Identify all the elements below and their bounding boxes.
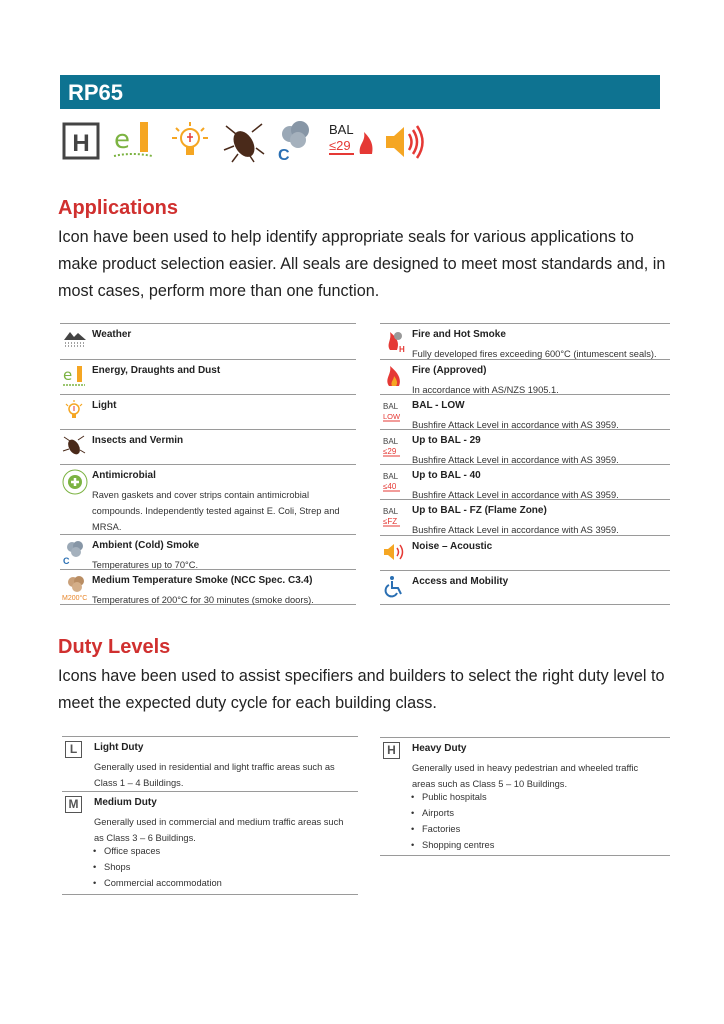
noise-icon — [382, 120, 424, 166]
svg-text:H: H — [72, 130, 90, 157]
application-row-medium-smoke — [60, 569, 356, 605]
application-title: Ambient (Cold) Smoke — [92, 540, 200, 551]
weather-icon — [62, 328, 86, 352]
svg-text:≤29: ≤29 — [383, 447, 397, 456]
application-row-ambient-smoke — [60, 534, 356, 569]
ambient-smoke-icon — [276, 120, 318, 166]
application-desc: Bushfire Attack Level in accordance with AS 3959. — [412, 420, 619, 430]
application-desc: Temperatures of 200°C for 30 minutes (smoke doors). — [92, 595, 314, 605]
application-row-insects — [60, 429, 356, 464]
application-title: Light — [92, 400, 117, 411]
svg-text:BAL: BAL — [383, 437, 399, 446]
svg-text:C: C — [63, 556, 70, 565]
application-desc: Bushfire Attack Level in accordance with AS 3959. — [412, 525, 619, 535]
duty-row-heavy — [380, 737, 670, 856]
application-title: BAL - LOW — [412, 400, 465, 411]
svg-text:≤40: ≤40 — [383, 482, 397, 491]
duty-bullet: • Office spaces — [104, 846, 160, 856]
application-title: Access and Mobility — [412, 576, 509, 587]
svg-text:BAL: BAL — [383, 402, 399, 411]
bal-29-icon — [382, 434, 406, 458]
applications-table-right — [380, 323, 670, 605]
heavy-duty-icon: H — [383, 742, 400, 759]
application-desc: Bushfire Attack Level in accordance with AS 3959. — [412, 490, 619, 500]
application-row-access — [380, 570, 670, 605]
duty-table-left — [62, 736, 358, 896]
application-row-weather — [60, 323, 356, 359]
application-row-bal-29 — [380, 429, 670, 464]
duty-row-medium — [62, 791, 358, 895]
accessibility-icon — [382, 575, 406, 599]
application-desc: Bushfire Attack Level in accordance with AS 3959. — [412, 455, 619, 465]
svg-text:M200°C: M200°C — [62, 595, 88, 602]
duty-levels-heading: Duty Levels — [58, 636, 171, 658]
noise-icon — [382, 540, 406, 564]
duty-levels-body: Icons have been used to assist specifiers and builders to select the right duty level to meet the expected duty cycle for each building class. — [58, 667, 665, 712]
svg-text:e: e — [63, 366, 73, 384]
svg-text:≤29: ≤29 — [329, 138, 351, 153]
duty-bullet: • Public hospitals — [422, 792, 487, 802]
application-desc: Temperatures up to 70°C. — [92, 560, 199, 570]
energy-icon — [62, 364, 86, 388]
duty-desc: Generally used in residential and light traffic areas such as Class 1 – 4 Buildings. — [94, 762, 335, 788]
duty-desc: Generally used in heavy pedestrian and wheeled traffic areas such as Class 5 – 10 Buildings. — [412, 763, 639, 789]
application-title: Fire and Hot Smoke — [412, 329, 506, 340]
application-title: Fire (Approved) — [412, 365, 487, 376]
duty-bullet: • Shops — [104, 862, 130, 872]
insects-icon — [62, 434, 86, 458]
light-icon — [62, 399, 86, 423]
application-title: Up to BAL - FZ (Flame Zone) — [412, 505, 547, 516]
bal-29-icon — [328, 120, 376, 166]
duty-title: Heavy Duty — [412, 743, 467, 754]
application-title: Insects and Vermin — [92, 435, 184, 446]
duty-row-light — [62, 736, 358, 790]
fire-hot-smoke-icon — [382, 328, 406, 352]
application-row-light — [60, 394, 356, 429]
application-row-bal-40 — [380, 464, 670, 499]
application-desc: Fully developed fires exceeding 600°C (intumescent seals). — [412, 349, 657, 359]
application-title: Antimicrobial — [92, 470, 156, 481]
medium-duty-icon: M — [65, 796, 82, 813]
application-title: Energy, Draughts and Dust — [92, 365, 221, 376]
duty-bullet: • Factories — [422, 824, 460, 834]
svg-text:H: H — [399, 345, 405, 354]
bal-low-icon — [382, 399, 406, 423]
applications-heading: Applications — [58, 197, 179, 219]
bal-fz-icon — [382, 504, 406, 528]
bal-40-icon — [382, 469, 406, 493]
application-row-antimicrobial — [60, 464, 356, 534]
energy-icon — [112, 120, 154, 166]
application-row-fire-hot-smoke — [380, 323, 670, 359]
light-icon — [170, 120, 212, 166]
application-title: Noise – Acoustic — [412, 541, 493, 552]
ambient-smoke-icon — [62, 539, 86, 563]
light-duty-icon: L — [65, 741, 82, 758]
application-row-bal-low — [380, 394, 670, 429]
duty-title: Medium Duty — [94, 797, 157, 808]
duty-table-right — [380, 737, 670, 857]
duty-desc: Generally used in commercial and medium traffic areas such as Class 3 – 6 Buildings. — [94, 817, 344, 843]
page-title: RP65 — [68, 80, 124, 105]
insects-icon — [222, 120, 264, 166]
svg-text:BAL: BAL — [383, 507, 399, 516]
duty-bullet: • Commercial accommodation — [104, 878, 222, 888]
application-title: Medium Temperature Smoke (NCC Spec. C3.4) — [92, 575, 313, 586]
application-desc: Raven gaskets and cover strips contain antimicrobial compounds. Independently tested against E. Coli, Strep and MRSA. — [92, 490, 340, 532]
medium-smoke-icon — [62, 574, 88, 602]
duty-title: Light Duty — [94, 742, 144, 753]
application-title: Up to BAL - 40 — [412, 470, 481, 481]
application-desc: In accordance with AS/NZS 1905.1. — [412, 385, 559, 395]
duty-bullet: • Airports — [422, 808, 454, 818]
application-row-noise — [380, 535, 670, 570]
application-row-bal-fz — [380, 499, 670, 535]
svg-text:e: e — [114, 125, 130, 155]
application-row-fire — [380, 359, 670, 394]
applications-body: Icon have been used to help identify appropriate seals for various applications to make product selection easier. All seals are designed to meet most standards and, in most cases, perform more than one function. — [58, 228, 666, 300]
svg-text:C: C — [278, 147, 290, 164]
heavy-duty-icon — [62, 120, 104, 166]
application-title: Weather — [92, 329, 132, 340]
svg-text:≤FZ: ≤FZ — [383, 517, 398, 526]
title-banner — [60, 75, 660, 109]
antimicrobial-icon — [62, 469, 86, 493]
applications-table-left — [60, 323, 356, 606]
application-title: Up to BAL - 29 — [412, 435, 481, 446]
svg-text:LOW: LOW — [383, 412, 401, 421]
svg-text:BAL: BAL — [329, 122, 354, 137]
fire-icon — [382, 364, 406, 388]
icon-row — [62, 120, 442, 166]
application-row-energy — [60, 359, 356, 394]
svg-text:BAL: BAL — [383, 472, 399, 481]
duty-bullet: • Shopping centres — [422, 840, 494, 850]
